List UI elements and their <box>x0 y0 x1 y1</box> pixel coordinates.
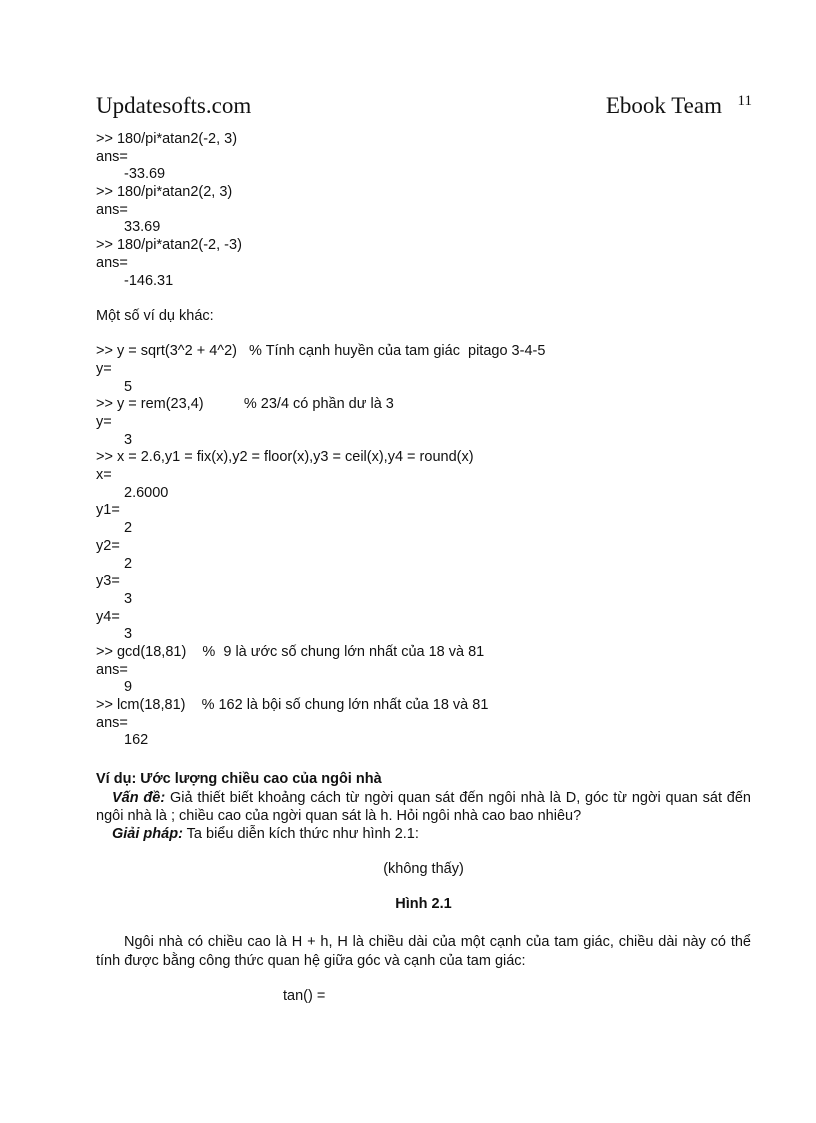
body-paragraph: Ngôi nhà có chiều cao là H + h, H là chiều dài của một cạnh của tam giác, chiều dài này có thể tính được bằng công thức quan hệ giữa góc và cạnh của tam giác: <box>96 934 751 969</box>
output-value: 3 <box>124 626 133 643</box>
section-title: Một số ví dụ khác: <box>96 307 214 324</box>
output-label: y2= <box>96 537 120 554</box>
output-value: 5 <box>124 378 133 395</box>
code-block-examples <box>96 343 751 750</box>
output-value: 2 <box>124 555 133 572</box>
output-label: ans= <box>96 661 128 678</box>
code-line: >> 180/pi*atan2(-2, -3) <box>96 237 242 254</box>
code-line: >> x = 2.6,y1 = fix(x),y2 = floor(x),y3 = ceil(x),y4 = round(x) <box>96 449 474 466</box>
problem-text: Giả thiết biết khoảng cách từ ngời quan sát đến ngôi nhà là D, góc từ ngời quan sát đến ngôi nhà là ; chiều cao của ngời quan sát là h. Hỏi ngôi nhà cao bao nhiêu? <box>96 789 751 824</box>
output-value: 33.69 <box>124 219 161 236</box>
output-value: 3 <box>124 431 133 448</box>
code-line: >> gcd(18,81) % 9 là ước số chung lớn nhất của 18 và 81 <box>96 643 485 660</box>
code-block-atan2 <box>96 131 751 290</box>
output-label: ans= <box>96 148 128 165</box>
figure-placeholder: (không thấy) <box>383 861 464 878</box>
output-label: ans= <box>96 201 128 218</box>
output-label: y= <box>96 414 112 430</box>
code-line: >> lcm(18,81) % 162 là bội số chung lớn nhất của 18 và 81 <box>96 697 489 713</box>
formula: tan() = <box>283 987 326 1004</box>
output-value: -146.31 <box>124 272 174 289</box>
example-heading: Ví dụ: Ước lượng chiều cao của ngôi nhà <box>96 771 382 788</box>
output-value: 162 <box>124 732 149 749</box>
problem-paragraph <box>96 789 751 825</box>
page-number: 11 <box>737 93 752 109</box>
output-label: x= <box>96 467 112 484</box>
output-label: ans= <box>96 254 128 271</box>
code-line: >> y = sqrt(3^2 + 4^2) % Tính cạnh huyền của tam giác pitago 3-4-5 <box>96 343 546 360</box>
output-value: 3 <box>124 590 133 607</box>
output-value: 2 <box>124 520 133 537</box>
page-body <box>96 131 751 1005</box>
output-label: ans= <box>96 714 128 731</box>
output-label: y= <box>96 360 112 377</box>
output-label: y4= <box>96 608 120 625</box>
output-value: 9 <box>124 679 133 696</box>
output-label: y1= <box>96 502 120 519</box>
output-value: -33.69 <box>124 166 166 183</box>
problem-label: Vấn đề: <box>112 789 166 806</box>
header-site-name: Updatesofts.com <box>96 93 252 118</box>
code-line: >> y = rem(23,4) % 23/4 có phần dư là 3 <box>96 396 394 413</box>
solution-label: Giải pháp: <box>112 826 183 843</box>
figure-caption: Hình 2.1 <box>395 896 452 913</box>
code-line: >> 180/pi*atan2(2, 3) <box>96 184 233 201</box>
code-line: >> 180/pi*atan2(-2, 3) <box>96 131 238 147</box>
output-label: y3= <box>96 573 120 590</box>
header-team-name: Ebook Team <box>605 93 722 118</box>
output-value: 2.6000 <box>124 484 169 501</box>
page-header <box>96 93 752 125</box>
solution-paragraph <box>96 825 751 843</box>
solution-text: Ta biểu diễn kích thức như hình 2.1: <box>182 826 419 843</box>
